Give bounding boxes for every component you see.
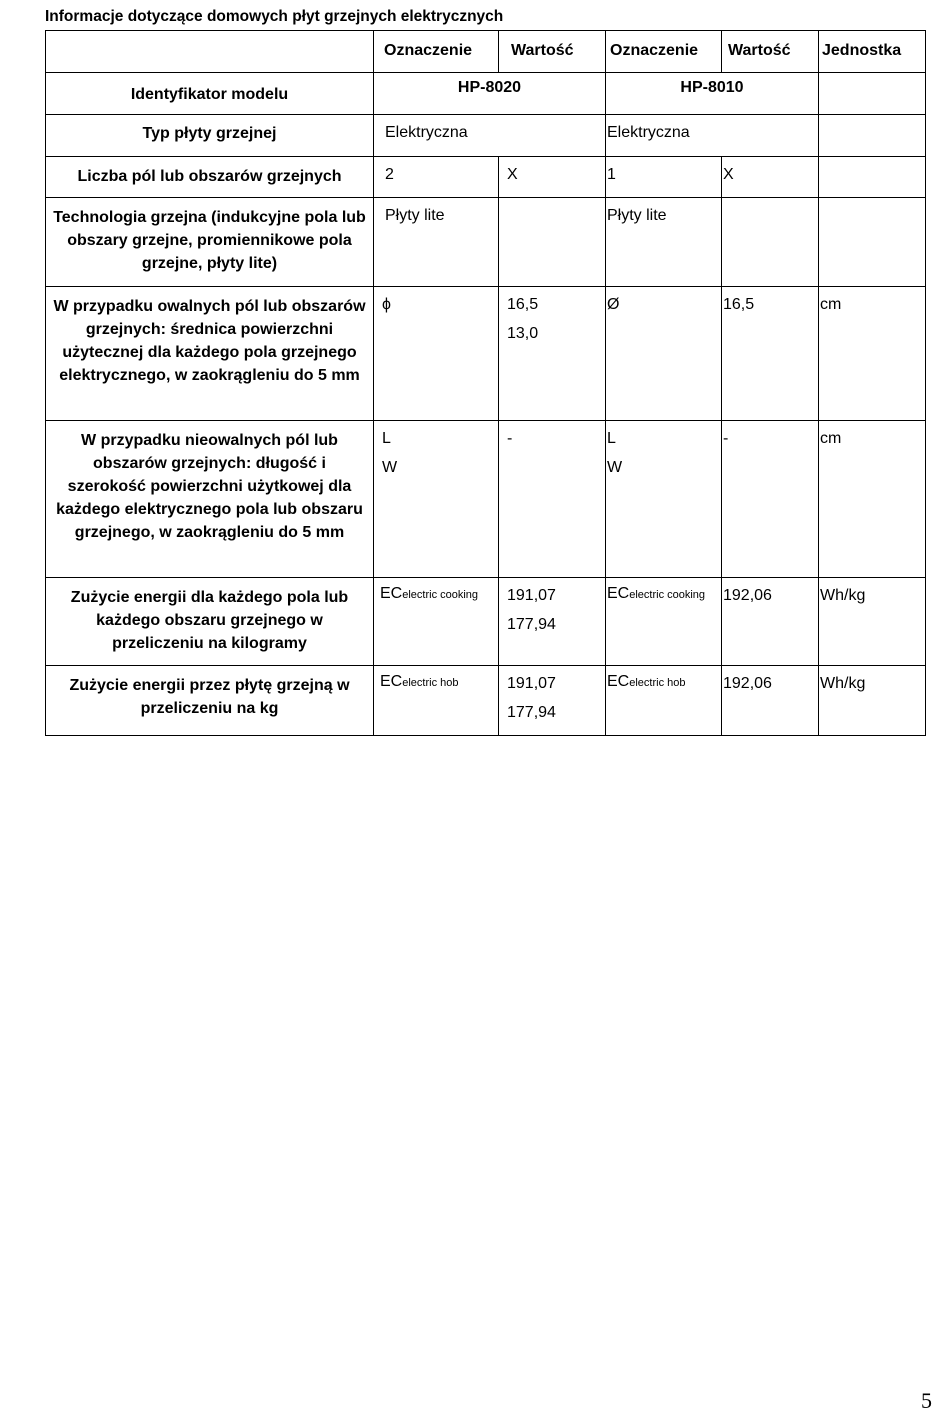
table-row-zones-count bbox=[46, 157, 926, 198]
model-a-zones-symbol: 2 bbox=[374, 157, 499, 198]
document-title: Informacje dotyczące domowych płyt grzejnych elektrycznych bbox=[45, 8, 504, 25]
model-b-hob-energy-symbol bbox=[606, 666, 722, 736]
value-line: W bbox=[382, 459, 398, 476]
model-a-energy-symbol bbox=[374, 578, 499, 666]
unit-cell bbox=[819, 73, 926, 115]
model-b-size-symbols bbox=[606, 421, 722, 578]
model-b-energy-value: 192,06 bbox=[722, 578, 819, 666]
row-label: W przypadku nieowalnych pól lub obszarów grzejnych: długość i szerokość powierzchni użytkowej dla każdego elektrycznego pola lub obszaru grzejnego, w zaokrągleniu do 5 mm bbox=[46, 421, 374, 578]
symbol-main: EC bbox=[380, 673, 403, 690]
model-b-diameter-value: 16,5 bbox=[722, 287, 819, 421]
value-line: 13,0 bbox=[507, 325, 539, 342]
model-a-technology-value bbox=[499, 198, 606, 287]
row-label: Liczba pól lub obszarów grzejnych bbox=[46, 157, 374, 198]
table-row-energy-hob bbox=[46, 666, 926, 736]
row-label: Zużycie energii przez płytę grzejną w przeliczeniu na kg bbox=[46, 666, 374, 736]
model-a-size-value: - bbox=[499, 421, 606, 578]
symbol-subscript: electric cooking bbox=[402, 589, 479, 601]
model-b-technology-value bbox=[722, 198, 819, 287]
model-a-energy-values bbox=[499, 578, 606, 666]
unit-cell: cm bbox=[819, 287, 926, 421]
row-label: Identyfikator modelu bbox=[46, 73, 374, 115]
symbol-subscript: electric cooking bbox=[629, 589, 706, 601]
row-label: Typ płyty grzejnej bbox=[46, 115, 374, 157]
model-a-size-symbols bbox=[374, 421, 499, 578]
model-a-diameter-values bbox=[499, 287, 606, 421]
row-label: Zużycie energii dla każdego pola lub każdego obszaru grzejnego w przeliczeniu na kilogramy bbox=[46, 578, 374, 666]
table-row-non-circular-size bbox=[46, 421, 926, 578]
symbol-subscript: electric hob bbox=[402, 677, 459, 689]
model-a-hob-type: Elektryczna bbox=[374, 115, 606, 157]
unit-cell: Wh/kg bbox=[819, 666, 926, 736]
model-a-hob-energy-symbol bbox=[374, 666, 499, 736]
header-unit: Jednostka bbox=[819, 31, 926, 73]
table-row-model-id bbox=[46, 73, 926, 115]
model-b-technology: Płyty lite bbox=[606, 198, 722, 287]
unit-cell: cm bbox=[819, 421, 926, 578]
model-a-id: HP-8020 bbox=[374, 73, 606, 115]
unit-cell bbox=[819, 115, 926, 157]
unit-cell bbox=[819, 157, 926, 198]
header-designation-a: Oznaczenie bbox=[374, 31, 499, 73]
value-line: 16,5 bbox=[507, 296, 539, 313]
table-row-technology bbox=[46, 198, 926, 287]
symbol-main: EC bbox=[380, 585, 403, 602]
symbol-main: EC bbox=[607, 585, 630, 602]
model-b-diameter-symbol: Ø bbox=[606, 287, 722, 421]
header-designation-b: Oznaczenie bbox=[606, 31, 722, 73]
table-row-hob-type bbox=[46, 115, 926, 157]
value-line: 191,07 bbox=[507, 675, 556, 692]
model-b-zones-value: X bbox=[722, 157, 819, 198]
page-number: 5 bbox=[921, 1388, 932, 1413]
hob-info-table bbox=[45, 30, 926, 736]
model-a-technology: Płyty lite bbox=[374, 198, 499, 287]
table-row-circular-diameter bbox=[46, 287, 926, 421]
value-line: 191,07 bbox=[507, 587, 556, 604]
model-b-energy-symbol bbox=[606, 578, 722, 666]
value-line: L bbox=[382, 430, 391, 447]
symbol-subscript: electric hob bbox=[629, 677, 686, 689]
model-b-hob-energy-value: 192,06 bbox=[722, 666, 819, 736]
header-blank-cell bbox=[46, 31, 374, 73]
symbol-main: EC bbox=[607, 673, 630, 690]
value-line: 177,94 bbox=[507, 704, 556, 721]
model-b-hob-type: Elektryczna bbox=[606, 115, 819, 157]
value-line: 177,94 bbox=[507, 616, 556, 633]
row-label: Technologia grzejna (indukcyjne pola lub obszary grzejne, promiennikowe pola grzejne, płyty lite) bbox=[46, 198, 374, 287]
row-label: W przypadku owalnych pól lub obszarów grzejnych: średnica powierzchni użytecznej dla każdego pola grzejnego elektrycznego, w zaokrągleniu do 5 mm bbox=[46, 287, 374, 421]
model-a-zones-value: X bbox=[499, 157, 606, 198]
header-value-a: Wartość bbox=[499, 31, 606, 73]
header-row bbox=[46, 31, 926, 73]
table-row-energy-per-zone bbox=[46, 578, 926, 666]
header-value-b: Wartość bbox=[722, 31, 819, 73]
model-b-zones-symbol: 1 bbox=[606, 157, 722, 198]
unit-cell bbox=[819, 198, 926, 287]
value-line: L bbox=[607, 430, 616, 447]
model-b-size-value: - bbox=[722, 421, 819, 578]
model-a-diameter-symbol: ϕ bbox=[374, 287, 499, 421]
value-line: W bbox=[607, 459, 623, 476]
model-a-hob-energy-values bbox=[499, 666, 606, 736]
model-b-id: HP-8010 bbox=[606, 73, 819, 115]
unit-cell: Wh/kg bbox=[819, 578, 926, 666]
